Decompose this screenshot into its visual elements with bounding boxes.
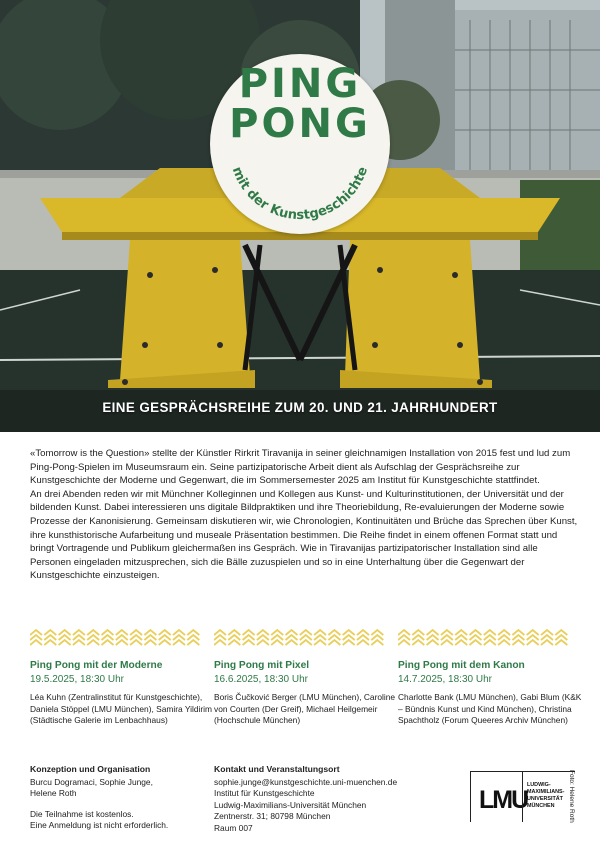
event-date: 16.6.2025, 18:30 Uhr bbox=[214, 674, 308, 685]
lmu-logo-full: LUDWIG- MAXIMILIANS- UNIVERSITÄT MÜNCHEN bbox=[527, 782, 565, 809]
participation-note: Die Teilnahme ist kostenlos. bbox=[30, 808, 134, 819]
zigzag-mark bbox=[300, 640, 312, 645]
contact-institute: Institut für Kunstgeschichte bbox=[214, 788, 315, 799]
zigzag-decor-2 bbox=[214, 626, 386, 646]
zigzag-mark bbox=[144, 640, 156, 645]
svg-text:mit der Kunstgeschichte: mit der Kunstgeschichte bbox=[228, 164, 372, 224]
event-pixel bbox=[214, 660, 399, 727]
badge-word-pong: PONG bbox=[229, 101, 371, 147]
zigzag-mark bbox=[512, 640, 524, 645]
intro-text bbox=[30, 447, 578, 583]
zigzag-mark bbox=[73, 640, 85, 645]
zigzag-mark bbox=[314, 640, 326, 645]
zigzag-mark bbox=[498, 640, 510, 645]
event-date: 19.5.2025, 18:30 Uhr bbox=[30, 674, 124, 685]
zigzag-mark bbox=[159, 640, 171, 645]
zigzag-mark bbox=[357, 640, 369, 645]
zigzag-mark bbox=[371, 640, 383, 645]
zigzag-mark bbox=[555, 640, 567, 645]
contact-room: Raum 007 bbox=[214, 822, 253, 833]
zigzag-decor-3 bbox=[398, 626, 570, 646]
badge-arc-text bbox=[210, 54, 390, 234]
zigzag-mark bbox=[214, 640, 226, 645]
organisation-heading: Konzeption und Organisation bbox=[30, 764, 151, 774]
event-date: 14.7.2025, 18:30 Uhr bbox=[398, 674, 492, 685]
organisation-block bbox=[30, 764, 205, 832]
zigzag-mark bbox=[44, 640, 56, 645]
zigzag-mark bbox=[427, 640, 439, 645]
zigzag-mark bbox=[455, 640, 467, 645]
contact-address: Zentnerstr. 31; 80798 München bbox=[214, 811, 331, 822]
zigzag-mark bbox=[173, 640, 185, 645]
photo-credit: Foto: Helene Roth bbox=[568, 770, 575, 823]
zigzag-mark bbox=[59, 640, 71, 645]
ping-pong-badge bbox=[210, 54, 390, 234]
zigzag-mark bbox=[187, 640, 199, 645]
zigzag-mark bbox=[243, 640, 255, 645]
event-speakers: Léa Kuhn (Zentralinstitut für Kunstgeschichte), Daniela Stöppel (LMU München), Samira Yildirim (Städtische Galerie im Lenbachhaus) bbox=[30, 692, 212, 726]
event-moderne bbox=[30, 660, 215, 727]
zigzag-mark bbox=[328, 640, 340, 645]
contact-university: Ludwig-Maximilians-Universität München bbox=[214, 799, 367, 810]
zigzag-mark bbox=[343, 640, 355, 645]
zigzag-mark bbox=[30, 640, 42, 645]
lmu-logo bbox=[470, 771, 528, 822]
badge-word-ping: PING bbox=[238, 61, 362, 107]
contact-block bbox=[214, 764, 454, 835]
zigzag-mark bbox=[398, 640, 410, 645]
zigzag-mark bbox=[87, 640, 99, 645]
zigzag-mark bbox=[257, 640, 269, 645]
hero-caption: EINE GESPRÄCHSREIHE ZUM 20. UND 21. JAHRHUNDERT bbox=[102, 400, 498, 415]
event-title: Ping Pong mit Pixel bbox=[214, 660, 310, 671]
lmu-logo-short: LMU bbox=[479, 786, 528, 814]
registration-note: Eine Anmeldung ist nicht erforderlich. bbox=[30, 820, 169, 831]
event-title: Ping Pong mit der Moderne bbox=[30, 660, 163, 671]
zigzag-mark bbox=[102, 640, 114, 645]
event-title: Ping Pong mit dem Kanon bbox=[398, 660, 525, 671]
zigzag-mark bbox=[116, 640, 128, 645]
intro-paragraph-2: An drei Abenden reden wir mit Münchner Kolleginnen und Kollegen aus Kunst- und Kulturinstitutionen, der Universität und der bildenden Kunst. Dabei interessieren uns digitale Bildpraktiken und ihre Theoriebildung, Re-evaluierungen der Moderne sowie Prozesse der Kanonisierung. Gemeinsam diskutieren wir, wie Chronologien, Kontinuitäten und Brüche das Sprechen über Kunst, ihre kunsthistorische Aufarbeitung und museale Präsentation bestimmen. Die Reihe findet in einem offenen Format statt und bringt Vortragende und Publikum gleichermaßen ins Gespräch. Wie in Tiravanijas partizipatorischer Installation sind alle Personen eingeladen mitzusprechen, sich die Bälle zuzuspielen und so in eine Unterhaltung über die Gegenwart der Kunstgeschichte einzusteigen. bbox=[30, 488, 578, 582]
zigzag-decor-1 bbox=[30, 626, 202, 646]
zigzag-mark bbox=[484, 640, 496, 645]
organisation-names: Burcu Dogramaci, Sophie Junge, Helene Roth bbox=[30, 776, 153, 799]
event-kanon bbox=[398, 660, 583, 727]
zigzag-mark bbox=[412, 640, 424, 645]
zigzag-mark bbox=[271, 640, 283, 645]
zigzag-mark bbox=[541, 640, 553, 645]
event-speakers: Charlotte Bank (LMU München), Gabi Blum (K&K – Bündnis Kunst und Kind München), Christina Spachtholz (Forum Queeres Archiv München) bbox=[398, 692, 582, 726]
zigzag-mark bbox=[286, 640, 298, 645]
contact-heading: Kontakt und Veranstaltungsort bbox=[214, 764, 340, 774]
event-speakers: Boris Čučković Berger (LMU München), Caroline von Courten (Der Greif), Michael Heilgemeir (Hochschule München) bbox=[214, 692, 396, 726]
contact-email[interactable]: sophie.junge@kunstgeschichte.uni-muenchen.de bbox=[214, 776, 398, 787]
zigzag-mark bbox=[470, 640, 482, 645]
zigzag-mark bbox=[228, 640, 240, 645]
intro-paragraph-1: «Tomorrow is the Question» stellte der Künstler Rirkrit Tiravanija in seiner gleichnamigen Installation von 2015 fest und lud zum Ping-Pong-Spielen im Museumsraum ein. Seine partizipatorische Arbeit dient als Aufschlag der Gesprächsreihe zur Kunstgeschichte der Moderne und Gegenwart, die im Sommersemester 2025 am Institut für Kunstgeschichte stattfindet. bbox=[30, 448, 571, 487]
zigzag-mark bbox=[527, 640, 539, 645]
zigzag-mark bbox=[130, 640, 142, 645]
zigzag-mark bbox=[441, 640, 453, 645]
